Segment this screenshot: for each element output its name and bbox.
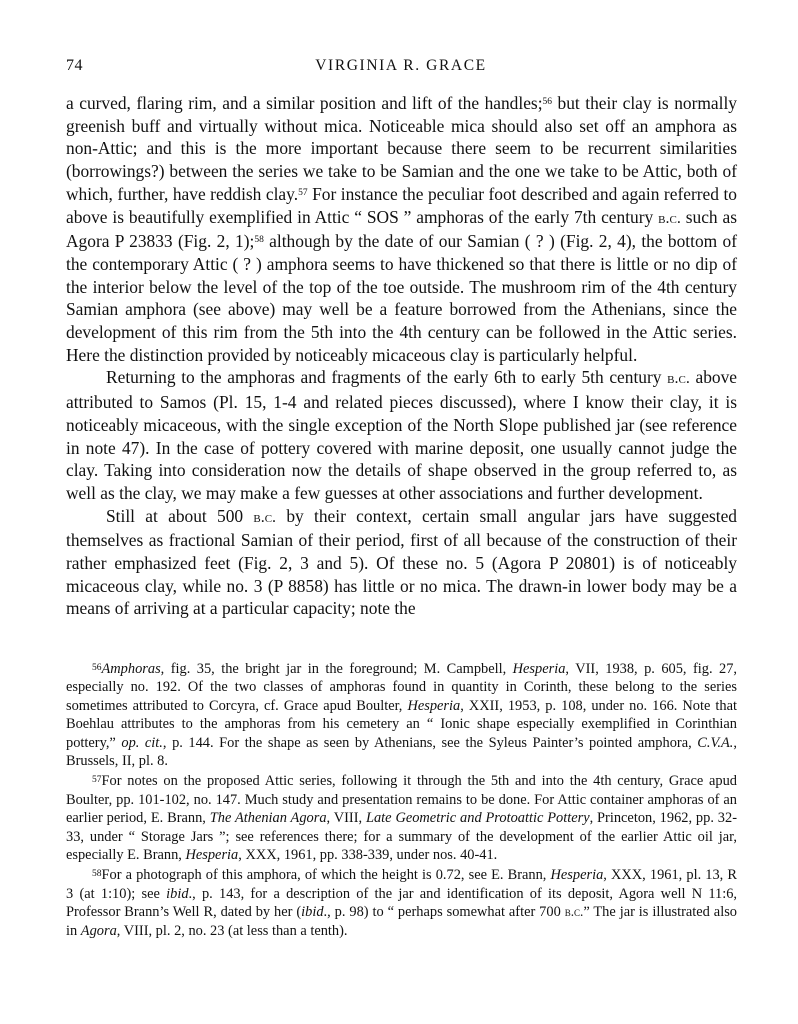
footnote-text: , XXII, 1953, p. 108, under no. 166. Note that Boehlau attributes to the amphoras from his cemetery an “ Ionic shape especially exemplified in Corinthian pottery,” <box>66 697 737 751</box>
citation-title: C.V.A. <box>697 734 734 751</box>
era-abbrev: b.c. <box>564 904 584 920</box>
citation-title: Amphoras <box>101 661 161 677</box>
footnote-text: , Princeton, 1962, pp. 32-33, under “ Storage Jars ”; see references there; for a summary of the development of the earlier Attic oil jar, especially E. Brann, <box>66 810 737 864</box>
footnote-ref-56[interactable]: 56 <box>542 97 553 107</box>
footnote-text: ” The jar is illustrated also in <box>66 904 737 939</box>
p2-text-a: Returning to the amphoras and fragments of the early 6th to early 5th century <box>106 367 668 388</box>
p1-text-c: For instance the peculiar foot described and again referred to above is beautifully exemplified in Attic “ SOS ” amphoras of the early 7th century <box>66 183 737 227</box>
footnote-number: 58 <box>92 869 102 880</box>
footnote-text: , XXX, 1961, pp. 338-339, under nos. 40-41. <box>238 847 498 864</box>
p1-text-e: although by the date of our Samian ( ? ) (Fig. 2, 4), the bottom of the contemporary Attic ( ? ) amphora seems to have thickened so that there is little or no dip of the interior below the level of the top of the toe outside. The mushroom rim of the 4th century Samian amphora (see above) may well be a feature borrowed from the Athenians, since the development of this rim from the 5th into the 4th century can be followed in the Attic series. Here the distinction provided by noticeably micaceous clay is particularly helpful. <box>66 231 737 365</box>
footnote-text: , VIII, <box>326 810 366 827</box>
footnote-number: 57 <box>92 775 102 786</box>
p1-text-d: such as Agora P 23833 (Fig. 2, 1); <box>66 206 737 252</box>
footnote-58 <box>66 866 737 940</box>
citation-title: Late Geometric and Protoattic Pottery <box>365 810 590 827</box>
citation-title: Agora <box>80 922 117 939</box>
citation-title: Hesperia <box>512 661 566 677</box>
footnote-text: , VII, 1938, p. 605, fig. 27, especially no. 192. Of the two classes of amphoras found in quantity in Corinth, these belong to the series sometimes attributed to Corcyra, cf. Grace apud Boulter, <box>66 661 737 714</box>
footnote-text: , fig. 35, the bright jar in the foreground; M. Campbell, <box>160 661 513 677</box>
footnote-ref-58[interactable]: 58 <box>254 235 264 246</box>
body-text <box>66 92 737 620</box>
footnote-text: , p. 144. For the shape as seen by Athenians, see the Syleus Painter’s pointed amphora, <box>162 734 698 751</box>
footnotes <box>66 660 737 940</box>
p3-text-a: Still at about 500 <box>106 505 254 526</box>
p1-text-a: a curved, flaring rim, and a similar position and lift of the handles; <box>66 93 543 113</box>
p3-text-b: by their context, certain small angular jars have suggested themselves as fractional Samian of their period, first of all because of the construction of their rather emphasized feet (Fig. 2, 3 and 5). Of these no. 5 (Agora P 20801) is of noticeably micaceous clay, while no. 3 (P 8858) has little or no mica. The drawn-in lower body may be a means of arriving at a particular capacity; note the <box>66 505 737 619</box>
citation-title: ibid <box>301 904 324 921</box>
running-head: VIRGINIA R. GRACE <box>315 57 487 74</box>
paragraph-2 <box>66 366 737 504</box>
citation-title: ibid <box>166 885 189 902</box>
footnote-number: 56 <box>92 663 102 673</box>
citation-title: Hesperia <box>185 847 239 864</box>
citation-title: op. cit. <box>121 734 163 751</box>
footnote-text: For notes on the proposed Attic series, following it through the 5th and into the 4th century, Grace apud Boulter, pp. 101-102, no. 147. Much study and presentation remains to be done. For Attic container amphoras of an earlier period, E. Brann, <box>66 773 737 827</box>
footnote-text: ., p. 143, for a description of the jar and identification of its deposit, Agora well N 11:6, Professor Brann’s Well R, dated by her ( <box>66 885 737 921</box>
footnote-text: For a photograph of this amphora, of which the height is 0.72, see E. Brann, <box>101 867 551 884</box>
era-abbrev: b.c. <box>253 508 277 526</box>
paragraph-3 <box>66 505 737 621</box>
citation-title: Hesperia <box>407 697 461 714</box>
footnote-text: , Brussels, II, pl. 8. <box>66 734 737 770</box>
page-number: 74 <box>66 57 83 74</box>
citation-title: The Athenian Agora <box>209 810 327 827</box>
page-header <box>66 57 736 79</box>
footnote-ref-57[interactable]: 57 <box>298 187 308 198</box>
citation-title: Hesperia <box>550 867 604 884</box>
era-abbrev: b.c. <box>667 370 690 388</box>
p1-text-b: but their clay is normally greenish buff and virtually without mica. Noticeable mica should also set off an amphora as non-Attic; and this is the more important because there seem to be recurrent similarities (borrowings?) between the series we take to be Samian and the one we take to be Attic, both of which, further, have reddish clay. <box>66 93 737 204</box>
footnote-text: , XXX, 1961, pl. 13, R 3 (at 1:10); see <box>66 867 737 902</box>
footnote-text: ., p. 98) to “ perhaps somewhat after 700 <box>323 904 565 921</box>
paragraph-1 <box>66 92 737 366</box>
p2-text-b: above attributed to Samos (Pl. 15, 1-4 and related pieces discussed), where I know their clay, it is noticeably micaceous, with the single exception of the North Slope published jar (see reference in note 47). In the case of pottery covered with marine deposit, one usually cannot judge the clay. Taking into consideration now the details of shape observed in the group referred to, as well as the clay, we may make a few guesses at other associations and further development. <box>66 367 738 503</box>
era-abbrev: b.c. <box>658 209 681 227</box>
footnote-57 <box>66 772 737 864</box>
footnote-56 <box>66 660 737 770</box>
footnote-text: , VIII, pl. 2, no. 23 (at less than a tenth). <box>116 922 348 939</box>
